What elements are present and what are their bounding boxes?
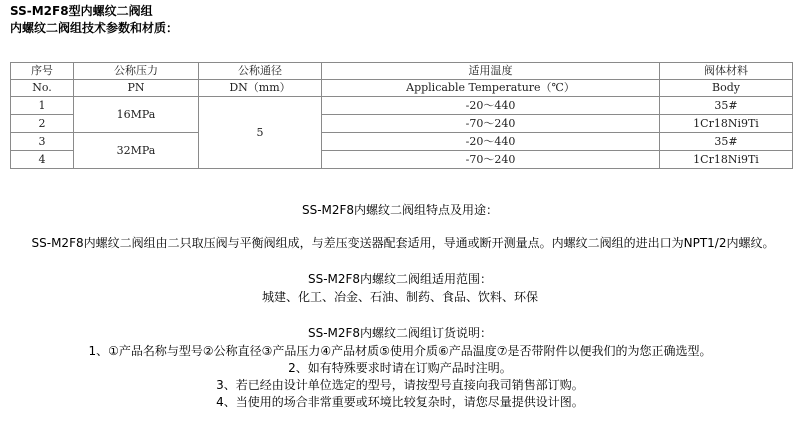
cell-temperature: -20～440 — [322, 97, 660, 115]
features-body: SS-M2F8内螺纹二阀组由二只取压阀与平衡阀组成，与差压变送器配套适用，导通或断开测量点。内螺纹二阀组的进出口为NPT1/2内螺纹。 — [31, 236, 775, 250]
scope-body: 城建、化工、冶金、石油、制药、食品、饮料、环保 — [261, 290, 538, 304]
cell-body: 1Cr18Ni9Ti — [660, 115, 793, 133]
cell-no: 3 — [11, 133, 74, 151]
table-header-row-en — [11, 80, 793, 97]
header-body-cn: 阀体材料 — [660, 63, 793, 80]
cell-body: 35# — [660, 97, 793, 115]
ordering-item: 3、若已经由设计单位选定的型号，请按型号直接向我司销售部订购。 — [216, 378, 584, 392]
cell-temperature: -70～240 — [322, 151, 660, 169]
header-pn-cn: 公称压力 — [74, 63, 199, 80]
ordering-item: 4、当使用的场合非常重要或环境比较复杂时，请您尽量提供设计图。 — [216, 395, 584, 409]
cell-no: 2 — [11, 115, 74, 133]
ordering-item: 1、①产品名称与型号②公称直径③产品压力④产品材质⑤使用介质⑥产品温度⑦是否带附件以便我们的为您正确选型。 — [88, 344, 712, 358]
product-title: SS-M2F8型内螺纹二阀组 — [10, 4, 153, 18]
header-no-en: No. — [11, 80, 74, 97]
scope-title: SS-M2F8内螺纹二阀组适用范围： — [307, 272, 493, 286]
header-dn-en: DN（mm） — [199, 80, 322, 97]
cell-temperature: -70～240 — [322, 115, 660, 133]
header-dn-cn: 公称通径 — [199, 63, 322, 80]
cell-no: 1 — [11, 97, 74, 115]
cell-nominal-diameter: 5 — [199, 97, 322, 169]
cell-body: 35# — [660, 133, 793, 151]
spec-subtitle: 内螺纹二阀组技术参数和材质： — [10, 21, 179, 35]
header-temp-cn: 适用温度 — [322, 63, 660, 80]
features-title: SS-M2F8内螺纹二阀组特点及用途： — [301, 203, 499, 217]
cell-pressure: 16MPa — [74, 97, 199, 133]
ordering-title: SS-M2F8内螺纹二阀组订货说明： — [307, 326, 493, 340]
cell-no: 4 — [11, 151, 74, 169]
table-header-row — [11, 63, 793, 80]
cell-temperature: -20～440 — [322, 133, 660, 151]
cell-body: 1Cr18Ni9Ti — [660, 151, 793, 169]
ordering-item: 2、如有特殊要求时请在订购产品时注明。 — [288, 361, 512, 375]
spec-table — [10, 62, 793, 169]
cell-pressure: 32MPa — [74, 133, 199, 169]
table-row — [11, 97, 793, 115]
header-temp-en: Applicable Temperature（℃） — [322, 80, 660, 97]
header-body-en: Body — [660, 80, 793, 97]
header-no-cn: 序号 — [11, 63, 74, 80]
table-row — [11, 133, 793, 151]
ordering-list — [0, 343, 800, 411]
header-pn-en: PN — [74, 80, 199, 97]
